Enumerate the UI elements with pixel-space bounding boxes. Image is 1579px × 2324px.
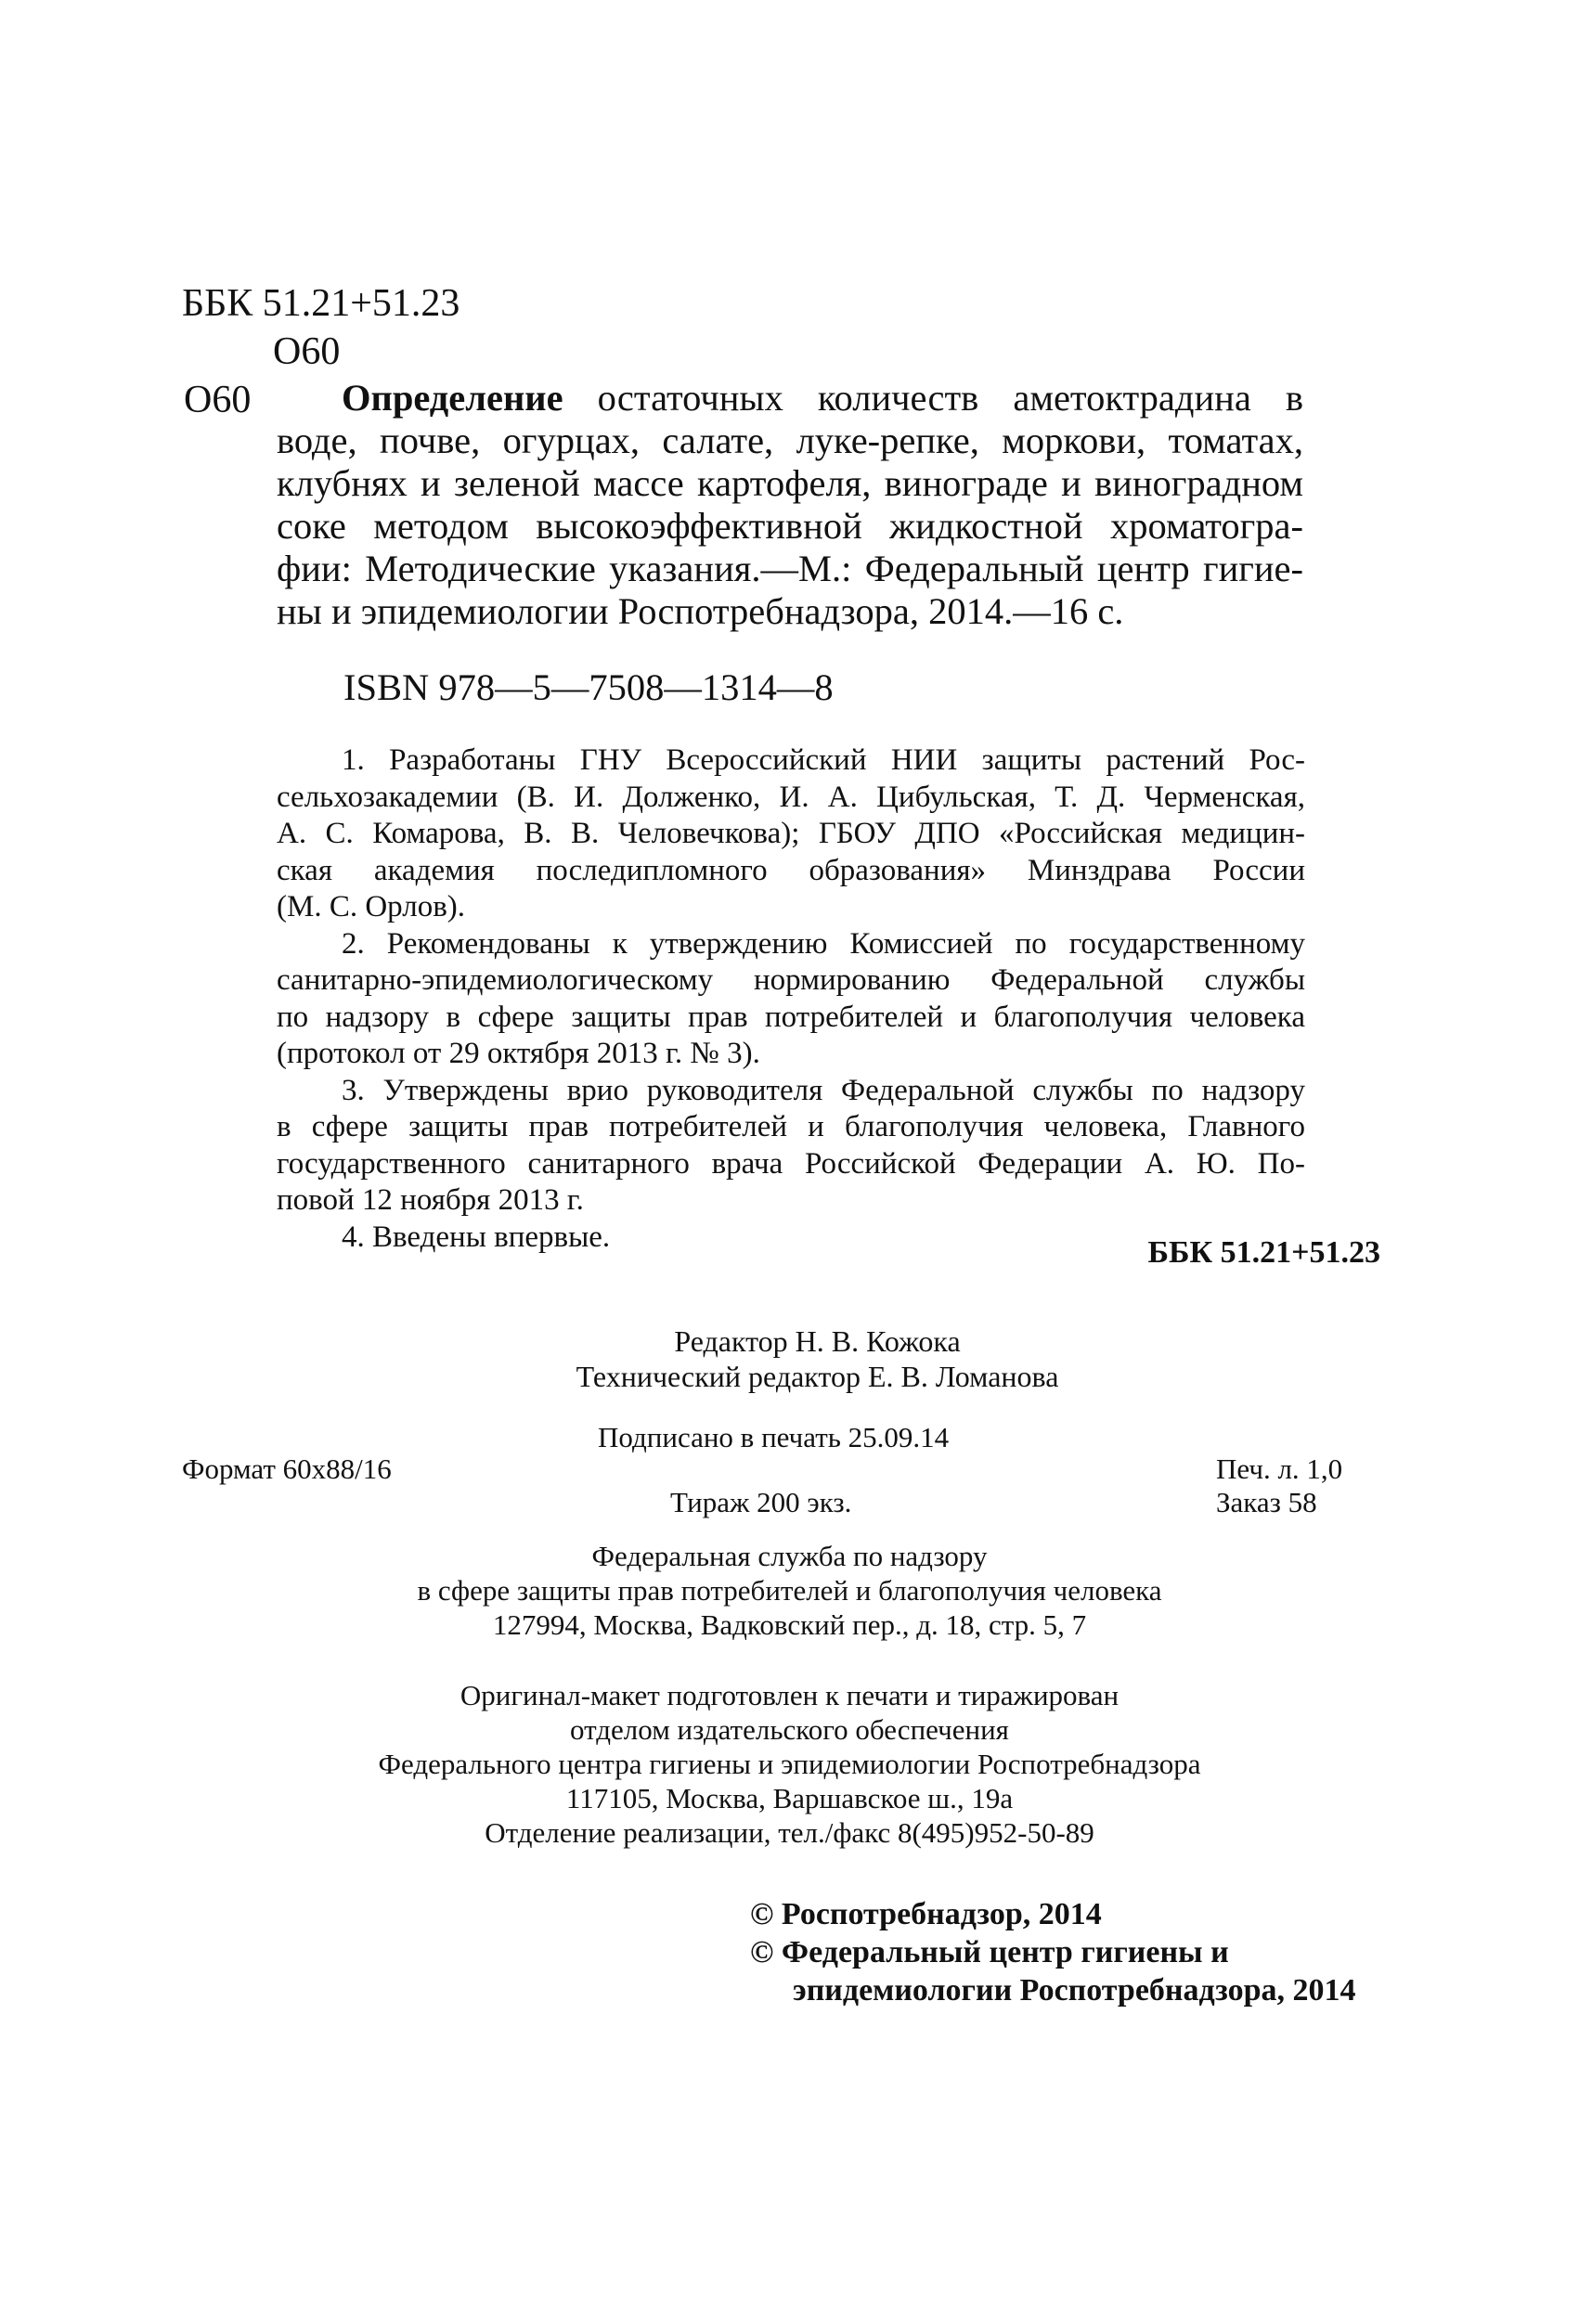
- layout-maker-block: [0, 1678, 1579, 1850]
- info-line: повой 12 ноября 2013 г.: [277, 1183, 584, 1217]
- info-line: 1. Разработаны ГНУ Всероссийский НИИ защиты растений Рос-: [342, 743, 1305, 777]
- abstract-line: фии: Методические указания.—М.: Федеральный центр гигие-: [277, 548, 1303, 589]
- print-run: Тираж 200 экз.: [670, 1486, 852, 1518]
- maker-line: Оригинал-макет подготовлен к печати и тиражирован: [459, 1679, 1120, 1711]
- bbk-code-bottom: ББК 51.21+51.23: [1147, 1235, 1380, 1270]
- technical-editor: Технический редактор Е. В. Ломанова: [576, 1360, 1059, 1393]
- publisher-line: 127994, Москва, Вадковский пер., д. 18, стр. 5, 7: [492, 1608, 1087, 1641]
- abstract-title: Определение: [342, 377, 563, 419]
- copyright-line: эпидемиологии Роспотребнадзора, 2014: [793, 1973, 1356, 2008]
- paper-format: Формат 60x88/16: [182, 1452, 392, 1485]
- info-line: А. С. Комарова, В. В. Человечкова); ГБОУ ДПО «Российская медицин-: [277, 817, 1305, 850]
- order-number: Заказ 58: [1216, 1486, 1317, 1518]
- bbk-code: ББК 51.21+51.23: [182, 282, 460, 325]
- abstract: [277, 377, 1303, 633]
- publisher-line: в сфере защиты прав потребителей и благополучия человека: [417, 1574, 1162, 1607]
- copyright-block: [750, 1895, 1356, 2009]
- copyright-line: © Федеральный центр гигиены и: [750, 1935, 1229, 1969]
- info-line: санитарно-эпидемиологическому нормированию Федеральной службы: [277, 963, 1305, 997]
- info-line: государственного санитарного врача Российской Федерации А. Ю. По-: [277, 1146, 1305, 1181]
- abstract-line: Определение остаточных количеств аметоктрадина в: [342, 377, 1303, 419]
- isbn: ISBN 978—5—7508—1314—8: [343, 666, 834, 708]
- maker-line: 117105, Москва, Варшавское ш., 19а: [565, 1782, 1014, 1814]
- info-line: (протокол от 29 октября 2013 г. № 3).: [277, 1037, 760, 1070]
- info-line: по надзору в сфере защиты прав потребителей и благополучия человека: [277, 1000, 1305, 1034]
- info-line: сельхозакадемии (В. И. Долженко, И. А. Цибульская, Т. Д. Черменская,: [277, 780, 1305, 814]
- abstract-line: соке методом высокоэффективной жидкостной хроматогра-: [277, 505, 1303, 547]
- editor: Редактор Н. В. Кожока: [674, 1324, 961, 1358]
- author-mark-card: О60: [184, 379, 252, 421]
- signed-to-print: Подписано в печать 25.09.14: [598, 1421, 950, 1453]
- maker-line: отделом издательского обеспечения: [570, 1713, 1009, 1746]
- info-line: в сфере защиты прав потребителей и благополучия человека, Главного: [277, 1110, 1305, 1143]
- abstract-line: клубнях и зеленой массе картофеля, винограде и виноградном: [277, 462, 1303, 504]
- info-line: (М. С. Орлов).: [277, 890, 466, 923]
- maker-line: Отделение реализации, тел./факс 8(495)952-50-89: [485, 1816, 1094, 1849]
- abstract-line: ны и эпидемиологии Роспотребнадзора, 2014.—16 с.: [277, 590, 1124, 632]
- development-info: [277, 742, 1305, 1256]
- publisher-line: Федеральная служба по надзору: [591, 1540, 988, 1572]
- copyright-line: © Роспотребнадзор, 2014: [750, 1897, 1102, 1931]
- info-line: 4. Введены впервые.: [342, 1220, 611, 1254]
- publisher-block: [0, 1539, 1579, 1642]
- printed-sheets: Печ. л. 1,0: [1216, 1452, 1343, 1485]
- info-line: 3. Утверждены врио руководителя Федеральной службы по надзору: [342, 1073, 1305, 1107]
- info-line: 2. Рекомендованы к утверждению Комиссией по государственному: [342, 926, 1305, 961]
- abstract-line: воде, почве, огурцах, салате, луке-репке, моркови, томатах,: [277, 420, 1303, 461]
- maker-line: Федерального центра гигиены и эпидемиологии Роспотребнадзора: [378, 1748, 1201, 1780]
- author-mark-top: О60: [273, 330, 341, 373]
- info-line: ская академия последипломного образования» Минздрава России: [277, 853, 1305, 887]
